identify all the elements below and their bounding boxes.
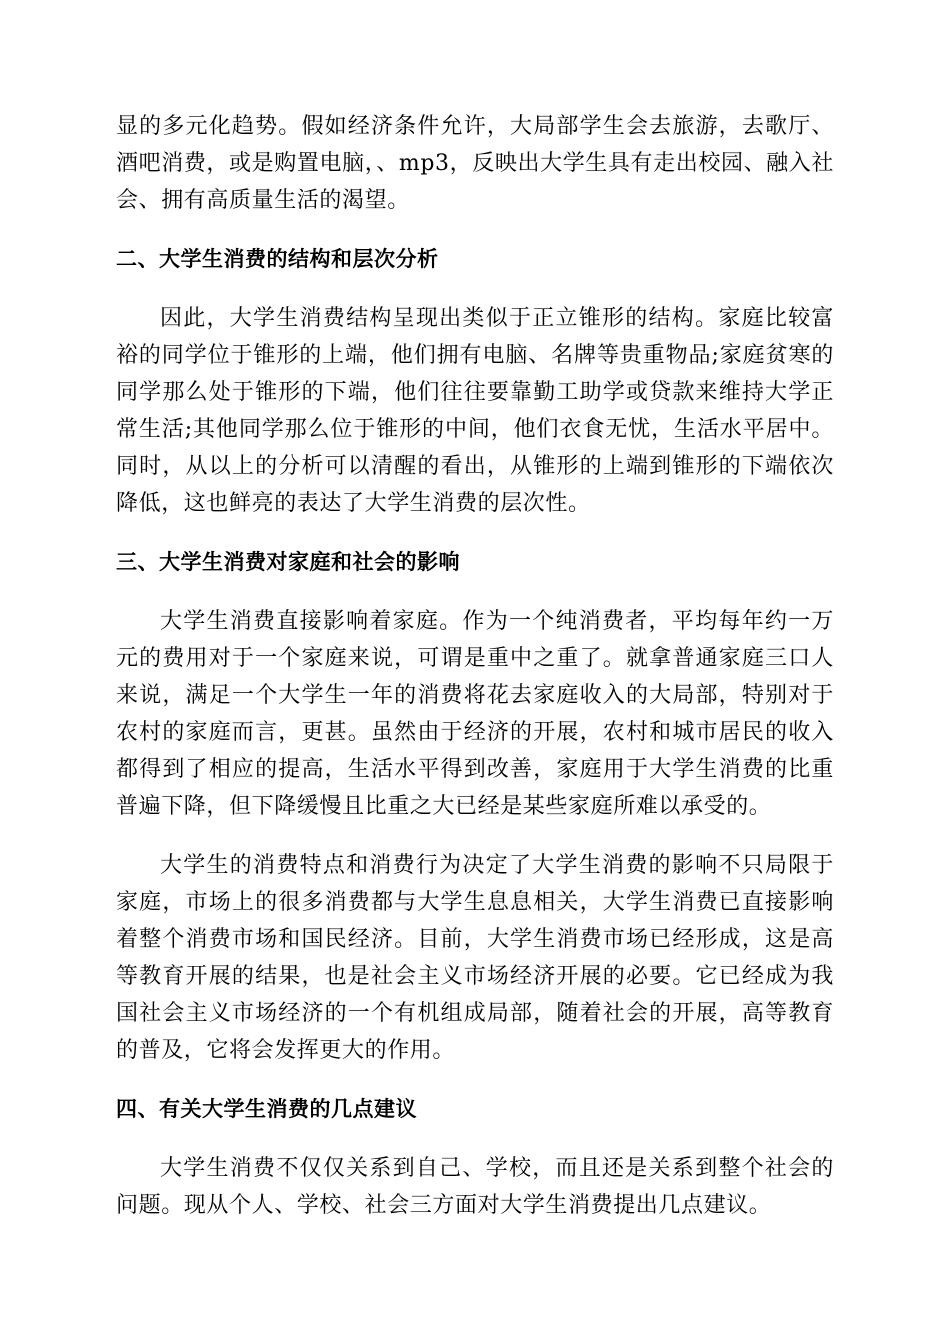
paragraph-family-impact: 大学生消费直接影响着家庭。作为一个纯消费者，平均每年约一万元的费用对于一个家庭来说，可谓是重中之重了。就拿普通家庭三口人来说，满足一个大学生一年的消费将花去家庭收入的大局部，特别对于农村的家庭而言，更甚。虽然由于经济的开展，农村和城市居民的收入都得到了相应的提高，生活水平得到改善，家庭用于大学生消费的比重普遍下降，但下降缓慢且比重之大已经是某些家庭所难以承受的。 — [116, 609, 834, 819]
paragraph-suggestions: 大学生消费不仅仅关系到自己、学校，而且还是关系到整个社会的问题。现从个人、学校、社会三方面对大学生消费提出几点建议。 — [116, 1156, 834, 1218]
document-body — [116, 108, 834, 1224]
section-heading-4: 四、有关大学生消费的几点建议 — [116, 1097, 417, 1121]
section-heading-3: 三、大学生消费对家庭和社会的影响 — [116, 550, 460, 574]
paragraph-structure: 因此，大学生消费结构呈现出类似于正立锥形的结构。家庭比较富裕的同学位于锥形的上端，他们拥有电脑、名牌等贵重物品;家庭贫寒的同学那么处于锥形的下端，他们往往要靠勤工助学或贷款来维持大学正常生活;其他同学那么位于锥形的中间，他们衣食无忧，生活水平居中。同时，从以上的分析可以清醒的看出，从锥形的上端到锥形的下端依次降低，这也鲜亮的表达了大学生消费的层次性。 — [116, 306, 834, 516]
section-heading-2: 二、大学生消费的结构和层次分析 — [116, 247, 439, 271]
paragraph-market-impact: 大学生的消费特点和消费行为决定了大学生消费的影响不只局限于家庭，市场上的很多消费都与大学生息息相关，大学生消费已直接影响着整个消费市场和国民经济。目前，大学生消费市场已经形成，这是高等教育开展的结果，也是社会主义市场经济开展的必要。它已经成为我国社会主义市场经济的一个有机组成局部，随着社会的开展，高等教育的普及，它将会发挥更大的作用。 — [116, 853, 834, 1063]
paragraph-continuation: 显的多元化趋势。假如经济条件允许，大局部学生会去旅游，去歌厅、酒吧消费，或是购置电脑，、mp3，反映出大学生具有走出校园、融入社会、拥有高质量生活的渴望。 — [116, 114, 834, 213]
